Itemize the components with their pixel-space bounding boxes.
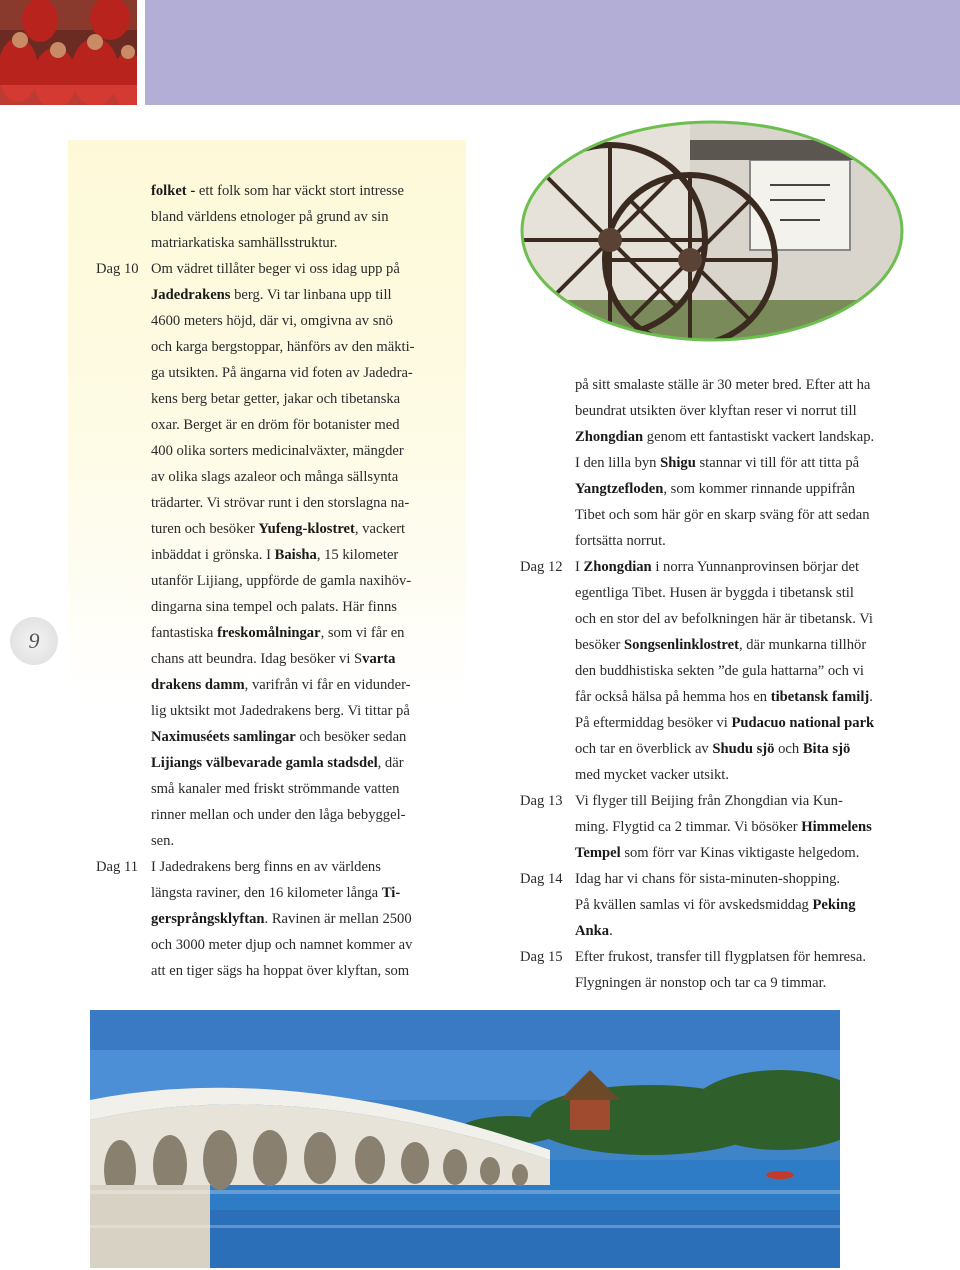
day-entry — [520, 554, 920, 788]
text-line: 400 olika sorters medicinalväxter, mängder — [151, 443, 404, 459]
text-line: Anka. — [575, 923, 613, 939]
text-line: Vi flyger till Beijing från Zhongdian via Kun- — [575, 793, 843, 809]
text-line: kens berg betar getter, jakar och tibetanska — [151, 391, 401, 407]
text-line: gersprångsklyftan. Ravinen är mellan 2500 — [151, 911, 412, 927]
text-line: och tar en överblick av Shudu sjö och Bita sjö — [575, 741, 851, 757]
text-line: små kanaler med friskt strömmande vatten — [151, 781, 400, 797]
text-line: att en tiger sägs ha hoppat över klyftan, som — [151, 963, 410, 979]
text-line: besöker Songsenlinklostret, där munkarna tillhör — [575, 637, 867, 653]
text-line: och karga bergstoppar, hänförs av den mäkti- — [151, 339, 415, 355]
monks-photo — [0, 0, 137, 105]
text-line: rinner mellan och under den låga bebyggel- — [151, 807, 406, 823]
text-line: turen och besöker Yufeng-klostret, vackert — [151, 521, 406, 537]
text-line: Jadedrakens berg. Vi tar linbana upp till — [151, 287, 392, 303]
text-line: Idag har vi chans för sista-minuten-shopping. — [575, 871, 841, 887]
text-line: ming. Flygtid ca 2 timmar. Vi bösöker Himmelens — [575, 819, 872, 835]
text-line: och en stor del av befolkningen här är tibetansk. Vi — [575, 611, 873, 627]
page-number: 9 — [10, 617, 58, 665]
right-column — [520, 372, 920, 996]
text-line: på sitt smalaste ställe är 30 meter bred. Efter att ha — [575, 377, 871, 393]
text-line: beundrat utsikten över klyftan reser vi norrut till — [575, 403, 857, 419]
text-line: folket - ett folk som har väckt stort intresse — [151, 183, 404, 199]
text-line: drakens damm, varifrån vi får en vidunder- — [151, 677, 411, 693]
text-line: ga utsikten. På ängarna vid foten av Jadedra- — [151, 365, 413, 381]
day-entry — [520, 788, 920, 866]
text-line: får också hälsa på hemma hos en tibetansk familj. — [575, 689, 873, 705]
text-line: I Jadedrakens berg finns en av världens — [151, 859, 381, 875]
text-line: Lijiangs välbevarade gamla stadsdel, där — [151, 755, 404, 771]
text-line: Om vädret tillåter beger vi oss idag upp på — [151, 261, 400, 277]
text-line: På eftermiddag besöker vi Pudacuo national park — [575, 715, 875, 731]
day-label: Dag 13 — [520, 793, 563, 809]
text-line: 4600 meters höjd, där vi, omgivna av snö — [151, 313, 393, 329]
text-line: I Zhongdian i norra Yunnanprovinsen börjar det — [575, 559, 860, 575]
text-line: bland världens etnologer på grund av sin — [151, 209, 389, 225]
text-line: fantastiska freskomålningar, som vi får en — [151, 625, 405, 641]
day-entry — [520, 866, 920, 944]
text-line: sen. — [151, 833, 175, 849]
text-line: oxar. Berget är en dröm för botanister med — [151, 417, 400, 433]
day-entry — [96, 854, 466, 984]
day-label: Dag 12 — [520, 559, 563, 575]
day-label: Dag 10 — [96, 261, 139, 277]
text-line: Naximuséets samlingar och besöker sedan — [151, 729, 407, 745]
text-line: den buddhistiska sekten ”de gula hattarna” och vi — [575, 663, 864, 679]
header-band — [145, 0, 960, 105]
text-line: chans att beundra. Idag besöker vi Svarta — [151, 651, 396, 667]
text-line: Tempel som förr var Kinas viktigaste helgedom. — [575, 845, 860, 861]
day-label: Dag 14 — [520, 871, 563, 887]
day-label: Dag 15 — [520, 949, 563, 965]
text-line: trädarter. Vi strövar runt i den storslagna na- — [151, 495, 410, 511]
text-line: av olika slags azaleor och många sällsynta — [151, 469, 399, 485]
text-line: På kvällen samlas vi för avskedsmiddag Peking — [575, 897, 856, 913]
seventeen-arch-bridge-photo — [90, 1010, 840, 1268]
text-line: lig uktsikt mot Jadedrakens berg. Vi tittar på — [151, 703, 410, 719]
text-line: I den lilla byn Shigu stannar vi till för att titta på — [575, 455, 860, 471]
day-entry — [520, 944, 920, 996]
text-line: längsta raviner, den 16 kilometer långa Ti- — [151, 885, 401, 901]
text-line: fortsätta norrut. — [575, 533, 666, 549]
day-entry — [96, 256, 466, 854]
waterwheel-photo — [520, 120, 905, 342]
text-line: Zhongdian genom ett fantastiskt vackert landskap. — [575, 429, 875, 445]
text-line: Flygningen är nonstop och tar ca 9 timmar. — [575, 975, 827, 991]
left-column — [96, 178, 466, 984]
text-line: utanför Lijiang, uppförde de gamla naxihöv- — [151, 573, 412, 589]
text-line: Tibet och som här gör en skarp sväng för att sedan — [575, 507, 870, 523]
intro-paragraph — [575, 372, 913, 554]
text-line: Efter frukost, transfer till flygplatsen för hemresa. — [575, 949, 866, 965]
text-line: dingarna sina tempel och palats. Här finns — [151, 599, 397, 615]
day-label: Dag 11 — [96, 859, 139, 875]
text-line: matriarkatiska samhällsstruktur. — [151, 235, 338, 251]
text-line: inbäddat i grönska. I Baisha, 15 kilometer — [151, 547, 399, 563]
intro-paragraph — [151, 178, 451, 256]
text-line: egentliga Tibet. Husen är byggda i tibetansk stil — [575, 585, 854, 601]
text-line: med mycket vacker utsikt. — [575, 767, 729, 783]
text-line: och 3000 meter djup och namnet kommer av — [151, 937, 413, 953]
text-line: Yangtzefloden, som kommer rinnande uppifrån — [575, 481, 856, 497]
